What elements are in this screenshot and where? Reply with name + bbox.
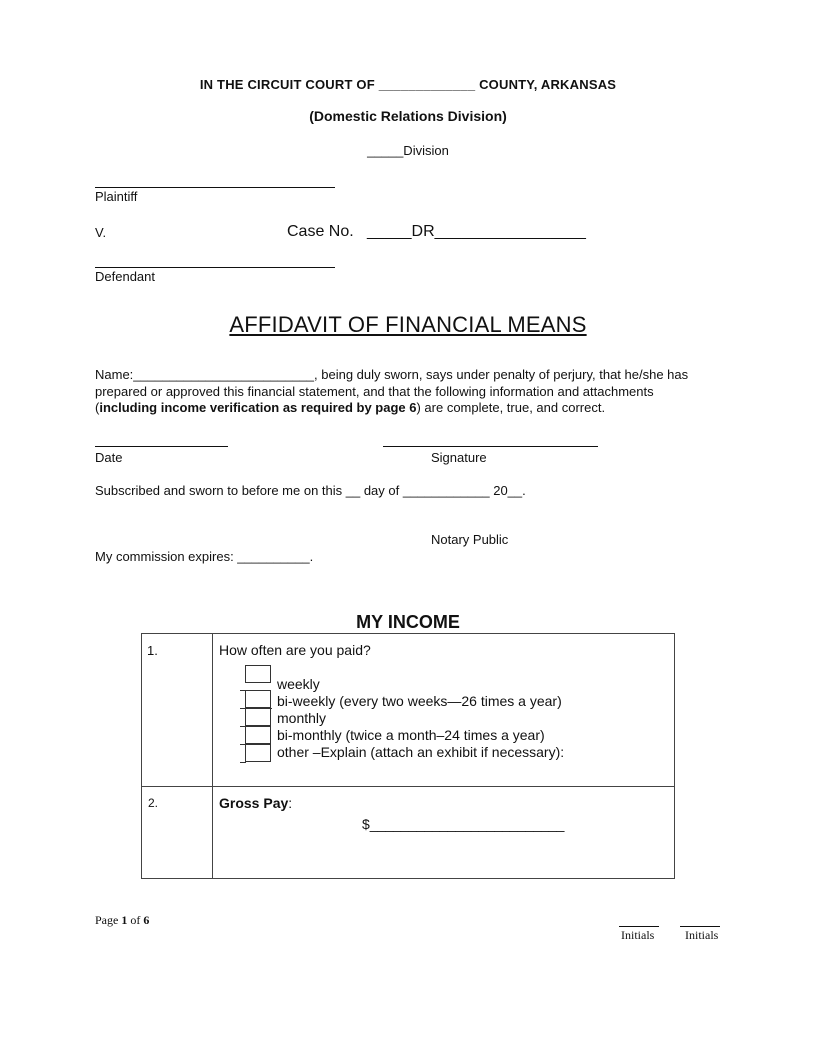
division-title: (Domestic Relations Division)	[309, 108, 507, 124]
oath-income-verification: including income verification as required by page 6	[99, 400, 417, 415]
case-number-field[interactable]: Case No. _____DR_________________	[287, 223, 586, 240]
oath-line-3	[95, 400, 605, 417]
plaintiff-label: Plaintiff	[95, 189, 138, 204]
defendant-label: Defendant	[95, 269, 155, 284]
option-bi-weekly: bi-weekly (every two weeks—26 times a year)	[277, 693, 562, 709]
oath-line-3-rest: ) are complete, true, and correct.	[416, 400, 606, 415]
page-current: 1	[121, 913, 128, 927]
oath-line-1[interactable]: Name:_________________________, being duly sworn, says under penalty of perjury, that he/she has	[95, 367, 689, 382]
gross-pay-label	[219, 795, 292, 811]
monthly-checkbox[interactable]	[245, 708, 271, 726]
signature-label: Signature	[431, 450, 487, 465]
option-other: other –Explain (attach an exhibit if necessary):	[277, 744, 565, 760]
commission-expires-line[interactable]: My commission expires: __________.	[95, 549, 314, 564]
option-bi-monthly: bi-monthly (twice a month–24 times a year)	[277, 727, 545, 743]
subscribed-sworn-line[interactable]: Subscribed and sworn to before me on this __ day of ____________ 20__.	[95, 483, 526, 498]
page-total: 6	[143, 913, 150, 927]
other-blank	[240, 762, 246, 763]
affidavit-title: AFFIDAVIT OF FINANCIAL MEANS	[229, 312, 587, 337]
gross-pay-field[interactable]: $_________________________	[362, 816, 565, 832]
table-column-divider	[212, 634, 213, 878]
page-prefix: Page	[95, 913, 122, 927]
gross-pay-title: Gross Pay	[219, 795, 289, 811]
option-monthly: monthly	[277, 710, 327, 726]
question-2-number: 2.	[148, 796, 159, 810]
initials-line-2[interactable]	[680, 926, 720, 927]
date-label: Date	[95, 450, 123, 465]
court-header: IN THE CIRCUIT COURT OF _____________ COUNTY, ARKANSAS	[199, 77, 617, 92]
other-checkbox[interactable]	[245, 744, 271, 762]
notary-public-label: Notary Public	[431, 532, 509, 547]
gross-pay-colon: :	[288, 795, 293, 811]
bi-monthly-checkbox[interactable]	[245, 726, 271, 744]
plaintiff-signature-line[interactable]	[95, 187, 335, 188]
division-line: _____Division	[367, 143, 449, 158]
question-1-number: 1.	[147, 643, 158, 658]
table-row-divider	[142, 786, 674, 787]
versus-label: V.	[95, 225, 107, 240]
oath-paren: (	[95, 400, 100, 415]
initials-line-1[interactable]	[619, 926, 659, 927]
oath-line-2: prepared or approved this financial statement, and that the following information and attachments	[95, 383, 654, 399]
date-line[interactable]	[95, 446, 228, 447]
weekly-checkbox[interactable]	[245, 665, 271, 683]
defendant-signature-line[interactable]	[95, 267, 335, 268]
bi-weekly-checkbox[interactable]	[245, 690, 271, 708]
question-1-text: How often are you paid?	[219, 642, 371, 658]
initials-label-1: Initials	[621, 928, 655, 942]
initials-label-2: Initials	[685, 928, 719, 942]
income-heading: MY INCOME	[356, 612, 460, 632]
option-weekly: weekly	[277, 676, 320, 692]
page-of: of	[127, 913, 144, 927]
page-number	[95, 913, 149, 928]
signature-line[interactable]	[383, 446, 598, 447]
